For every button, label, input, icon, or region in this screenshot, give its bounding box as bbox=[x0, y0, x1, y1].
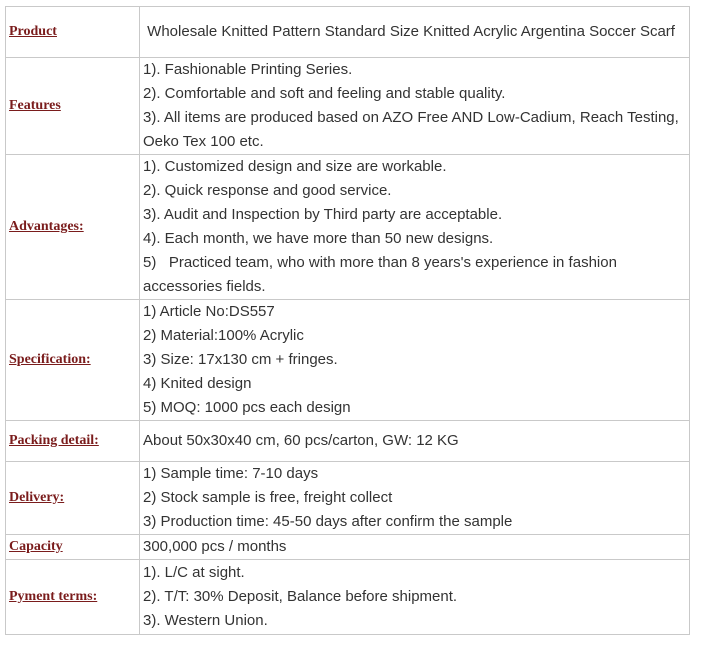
row-label: Advantages: bbox=[6, 155, 140, 300]
row-label: Capacity bbox=[6, 535, 140, 560]
row-value bbox=[140, 300, 690, 421]
table-row bbox=[6, 58, 690, 155]
row-label: Pyment terms: bbox=[6, 560, 140, 635]
row-label: Packing detail: bbox=[6, 421, 140, 462]
value-line: 4). Each month, we have more than 50 new designs. bbox=[143, 230, 494, 247]
table-row bbox=[6, 300, 690, 421]
value-line: 3). All items are produced based on AZO Free AND Low-Cadium, Reach Testing, Oeko Tex 100 etc. bbox=[143, 109, 683, 150]
table-row bbox=[6, 155, 690, 300]
value-line: 4) Knited design bbox=[143, 375, 252, 392]
row-label: Product bbox=[6, 7, 140, 58]
row-value bbox=[140, 462, 690, 535]
value-line: Wholesale Knitted Pattern Standard Size Knitted Acrylic Argentina Soccer Scarf bbox=[143, 23, 675, 40]
value-line: 5) MOQ: 1000 pcs each design bbox=[143, 399, 351, 416]
row-label: Delivery: bbox=[6, 462, 140, 535]
value-line: 1). Customized design and size are workable. bbox=[143, 158, 447, 175]
value-line: 1). L/C at sight. bbox=[143, 564, 245, 581]
value-line: 2) Stock sample is free, freight collect bbox=[143, 489, 393, 506]
value-line: 300,000 pcs / months bbox=[143, 538, 287, 555]
value-line: 2). Quick response and good service. bbox=[143, 182, 392, 199]
row-label: Features bbox=[6, 58, 140, 155]
table-row bbox=[6, 462, 690, 535]
value-line: 1) Article No:DS557 bbox=[143, 303, 275, 320]
value-line: 3). Western Union. bbox=[143, 612, 268, 629]
value-line: 3). Audit and Inspection by Third party are acceptable. bbox=[143, 206, 503, 223]
value-line: About 50x30x40 cm, 60 pcs/carton, GW: 12 KG bbox=[143, 432, 459, 449]
table-row bbox=[6, 7, 690, 58]
value-line: 2) Material:100% Acrylic bbox=[143, 327, 304, 344]
value-line: 5) Practiced team, who with more than 8 years's experience in fashion accessories fields. bbox=[143, 254, 622, 295]
table-row bbox=[6, 535, 690, 560]
row-value bbox=[140, 58, 690, 155]
row-label: Specification: bbox=[6, 300, 140, 421]
product-spec-table bbox=[5, 6, 690, 635]
value-line: 2). T/T: 30% Deposit, Balance before shipment. bbox=[143, 588, 458, 605]
row-value bbox=[140, 535, 690, 560]
value-line: 3) Size: 17x130 cm + fringes. bbox=[143, 351, 338, 368]
value-line: 3) Production time: 45-50 days after confirm the sample bbox=[143, 513, 513, 530]
value-line: 2). Comfortable and soft and feeling and stable quality. bbox=[143, 85, 506, 102]
row-value bbox=[140, 421, 690, 462]
table-row bbox=[6, 421, 690, 462]
row-value bbox=[140, 155, 690, 300]
table-row bbox=[6, 560, 690, 635]
value-line: 1) Sample time: 7-10 days bbox=[143, 465, 319, 482]
value-line: 1). Fashionable Printing Series. bbox=[143, 61, 353, 78]
row-value bbox=[140, 7, 690, 58]
row-value bbox=[140, 560, 690, 635]
